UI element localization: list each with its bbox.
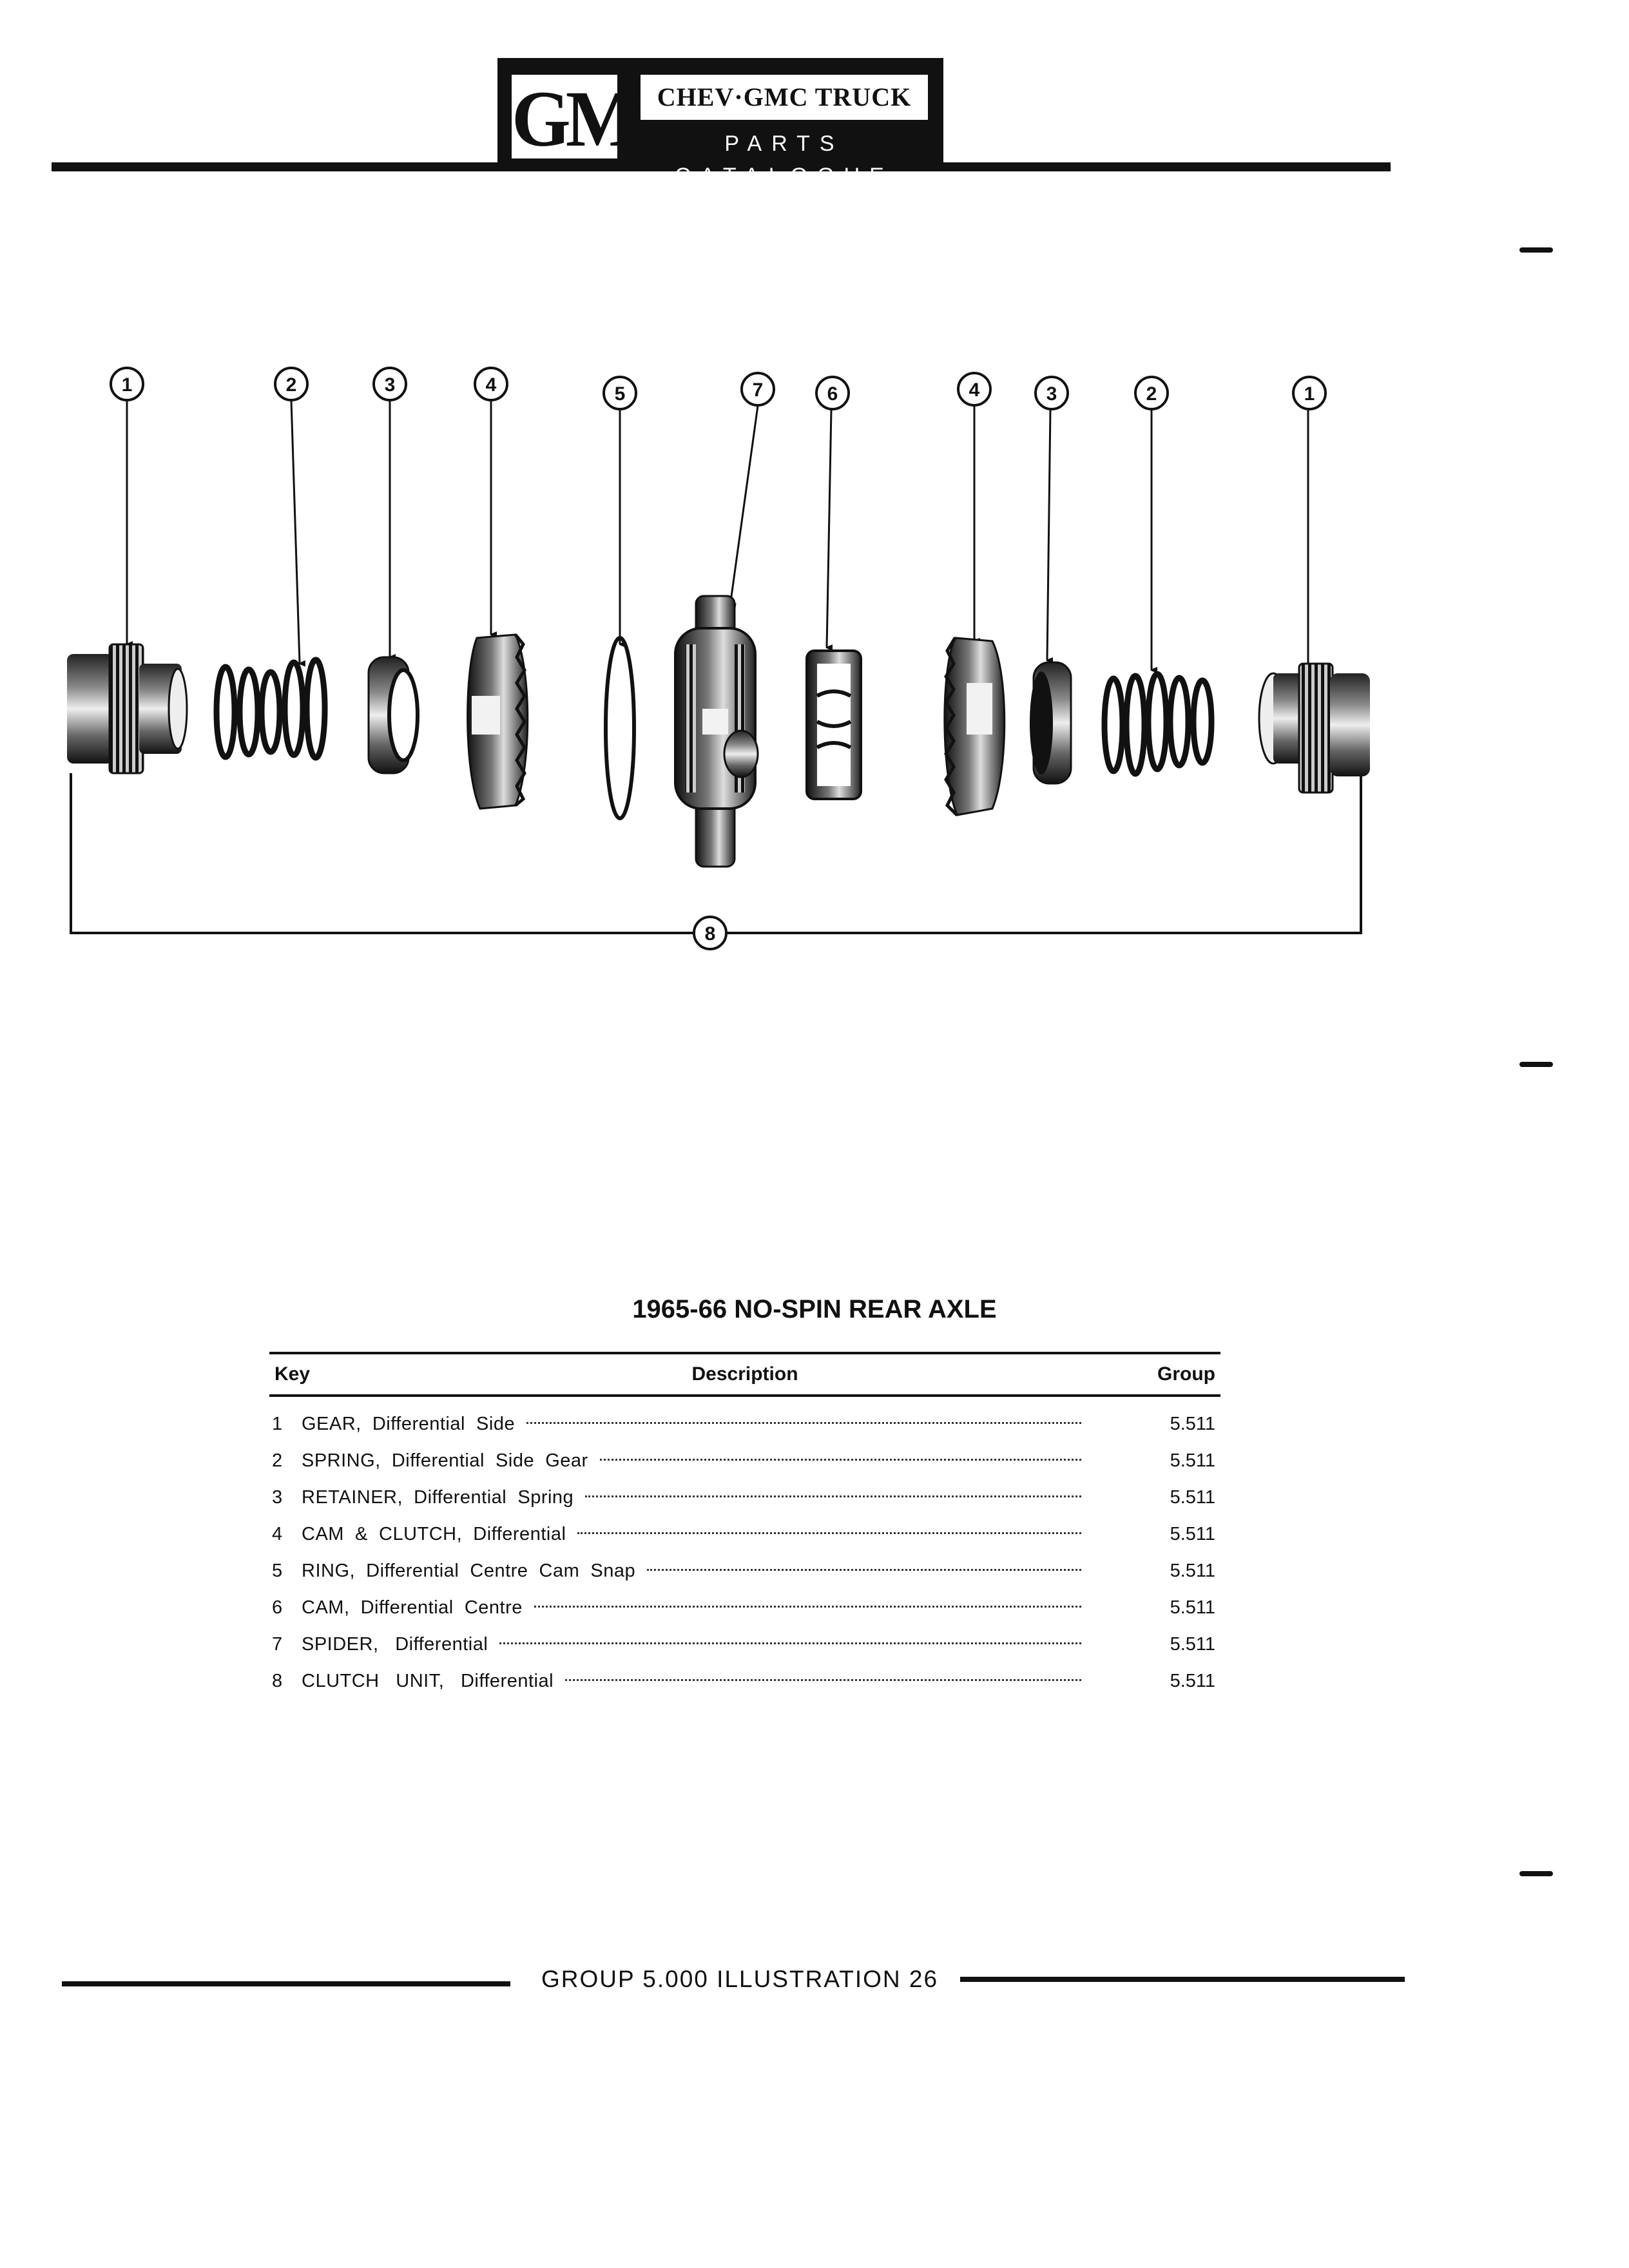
row-group: 5.511: [1170, 1524, 1215, 1544]
row-group: 5.511: [1170, 1450, 1215, 1471]
table-row: [269, 1663, 1220, 1700]
header-key: Key: [275, 1363, 311, 1385]
retainer-left: [369, 657, 418, 773]
centre-cam: [807, 651, 861, 799]
footer-rule-right: [960, 1977, 1405, 1982]
callout-number: 6: [827, 383, 838, 405]
dot-leader: [577, 1532, 1081, 1534]
row-key: 2: [272, 1450, 283, 1471]
row-group: 5.511: [1170, 1634, 1215, 1655]
table-row: [269, 1626, 1220, 1663]
clutch-unit-bracket: [71, 773, 694, 933]
row-group: 5.511: [1170, 1561, 1215, 1581]
table-title: 1965-66 NO-SPIN REAR AXLE: [632, 1295, 997, 1323]
row-description: SPRING, Differential Side Gear: [302, 1450, 588, 1471]
header-description: Description: [691, 1363, 798, 1385]
callout-number: 1: [121, 374, 133, 396]
row-key: 4: [272, 1524, 283, 1544]
row-key: 3: [272, 1487, 283, 1508]
callout-number: 3: [384, 374, 396, 396]
cam-clutch-right: [945, 638, 1005, 815]
side-gear-left: [67, 644, 187, 773]
margin-tick-mark: [1519, 1871, 1553, 1876]
snap-ring: [606, 638, 634, 818]
dot-leader: [647, 1569, 1081, 1571]
table-header: [269, 1354, 1220, 1394]
gm-logo-text: GM: [512, 74, 633, 164]
table-row: [269, 1553, 1220, 1590]
callout-number: 2: [1146, 383, 1157, 405]
parts-table: [269, 1352, 1220, 1700]
row-key: 1: [272, 1414, 283, 1434]
table-row: [269, 1516, 1220, 1553]
leader-line: [827, 410, 831, 648]
callout-number: 1: [1304, 383, 1315, 405]
dot-leader: [534, 1606, 1081, 1608]
retainer-right: [1030, 662, 1071, 783]
footer-illustration-label: GROUP 5.000 ILLUSTRATION 26: [541, 1966, 939, 1992]
callout-number: 2: [285, 374, 297, 396]
row-description: CAM & CLUTCH, Differential: [302, 1524, 566, 1544]
row-group: 5.511: [1170, 1487, 1215, 1508]
dot-leader: [565, 1679, 1081, 1681]
row-description: RING, Differential Centre Cam Snap: [302, 1561, 636, 1581]
table-row: [269, 1479, 1220, 1516]
row-group: 5.511: [1170, 1597, 1215, 1618]
row-description: CAM, Differential Centre: [302, 1597, 523, 1618]
row-key: 7: [272, 1634, 283, 1655]
dot-leader: [600, 1459, 1081, 1461]
callout-number: 8: [704, 923, 716, 945]
dot-leader: [526, 1422, 1081, 1424]
row-description: SPIDER, Differential: [302, 1634, 488, 1655]
cam-clutch-left: [468, 635, 528, 809]
dot-leader: [499, 1642, 1081, 1644]
row-key: 6: [272, 1597, 283, 1618]
spring-right: [1104, 674, 1211, 774]
row-key: 5: [272, 1561, 283, 1581]
table-header-rule: [269, 1394, 1220, 1397]
row-key: 8: [272, 1671, 283, 1691]
callout-number: 4: [969, 380, 980, 401]
row-description: RETAINER, Differential Spring: [302, 1487, 574, 1508]
callout-number: 5: [614, 383, 626, 405]
dot-leader: [585, 1495, 1081, 1497]
callout-number: 7: [752, 380, 764, 401]
callout-number: 4: [485, 374, 497, 396]
leader-line: [291, 401, 300, 664]
margin-tick-mark: [1519, 1062, 1553, 1067]
table-row: [269, 1443, 1220, 1479]
table-row: [269, 1590, 1220, 1626]
leader-line: [730, 406, 758, 606]
spider: [675, 596, 758, 867]
leader-line: [1047, 410, 1050, 660]
table-row: [269, 1406, 1220, 1443]
catalogue-title: CHEV·GMC TRUCK: [657, 82, 912, 111]
header-group: Group: [1157, 1363, 1215, 1385]
footer-rule-left: [62, 1981, 510, 1986]
catalogue-subtitle: PARTS CATALOGUE: [675, 131, 894, 188]
row-description: CLUTCH UNIT, Differential: [302, 1671, 554, 1691]
callout-number: 3: [1046, 383, 1057, 405]
row-description: GEAR, Differential Side: [302, 1414, 516, 1434]
exploded-parts-diagram: [0, 0, 1629, 1031]
row-group: 5.511: [1170, 1414, 1215, 1434]
side-gear-right: [1259, 664, 1370, 793]
row-group: 5.511: [1170, 1671, 1215, 1691]
spring-left: [217, 660, 325, 758]
